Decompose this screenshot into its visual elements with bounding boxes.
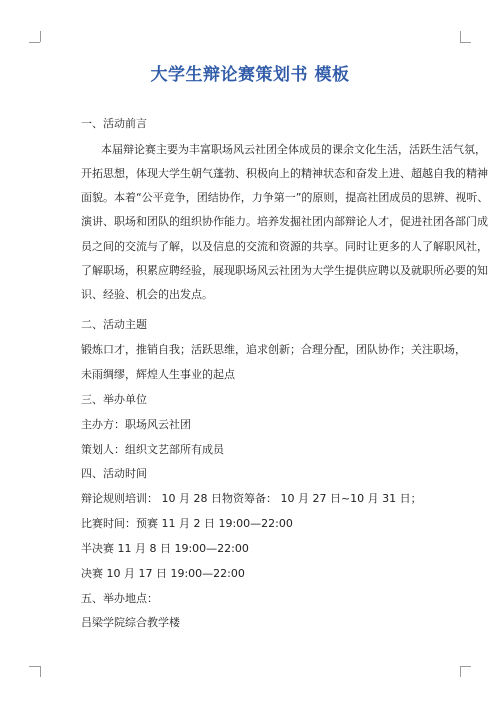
- crop-mark-top-right-v: [460, 31, 461, 42]
- crop-mark-bottom-right-h: [460, 666, 471, 667]
- paragraph-line: 吕梁学院综合教学楼: [81, 616, 180, 629]
- section-heading-theme: 二、活动主题: [81, 318, 147, 331]
- paragraph-line: 决赛 10 月 17 日 19:00—22:00: [81, 567, 245, 580]
- paragraph-line: 本届辩论赛主要为丰富职场风云社团全体成员的课余文化生活，活跃生活气氛，: [101, 143, 486, 156]
- paragraph-line: 演讲、职场和团队的组织协作能力。培养发掘社团内部辩论人才，促进社团各部门成: [81, 215, 488, 228]
- section-heading-time: 四、活动时间: [81, 467, 147, 480]
- crop-mark-bottom-left-h: [29, 666, 40, 667]
- paragraph-line: 辩论规则培训： 10 月 28 日物资筹备： 10 月 27 日~10 月 31 日；: [81, 492, 422, 505]
- section-heading-preface: 一、活动前言: [81, 117, 147, 130]
- crop-mark-top-right-h: [460, 42, 471, 43]
- page-title: 大学生辩论赛策划书 模板: [150, 65, 350, 85]
- crop-mark-top-left-v: [40, 31, 41, 42]
- paragraph-line: 比赛时间：预赛 11 月 2 日 19:00—22:00: [81, 517, 293, 530]
- section-heading-venue: 五、举办地点：: [81, 592, 158, 605]
- paragraph-line: 主办方：职场风云社团: [81, 418, 191, 431]
- paragraph-line: 未雨绸缪，辉煌人生事业的起点: [81, 368, 235, 381]
- section-heading-organizer: 三、举办单位: [81, 393, 147, 406]
- paragraph-line: 策划人：组织文艺部所有成员: [81, 443, 224, 456]
- paragraph-line: 识、经验、机会的出发点。: [81, 288, 213, 301]
- crop-mark-bottom-right-v: [460, 666, 461, 677]
- crop-mark-bottom-left-v: [40, 666, 41, 677]
- paragraph-line: 面貌。本着“公平竞争，团结协作，力争第一”的原则，提高社团成员的思辨、视听、: [81, 191, 489, 204]
- crop-mark-top-left-h: [29, 42, 40, 43]
- paragraph-line: 半决赛 11 月 8 日 19:00—22:00: [81, 542, 249, 555]
- paragraph-line: 开拓思想，体现大学生朝气蓬勃、积极向上的精神状态和奋发上进、超越自我的精神: [81, 167, 488, 180]
- paragraph-line: 锻炼口才，推销自我；活跃思维，追求创新；合理分配，团队协作；关注职场，: [81, 343, 466, 356]
- paragraph-line: 员之间的交流与了解，以及信息的交流和资源的共享。同时让更多的人了解职风社，: [81, 240, 488, 253]
- paragraph-line: 了解职场，积累应聘经验，展现职场风云社团为大学生提供应聘以及就职所必要的知: [81, 264, 488, 277]
